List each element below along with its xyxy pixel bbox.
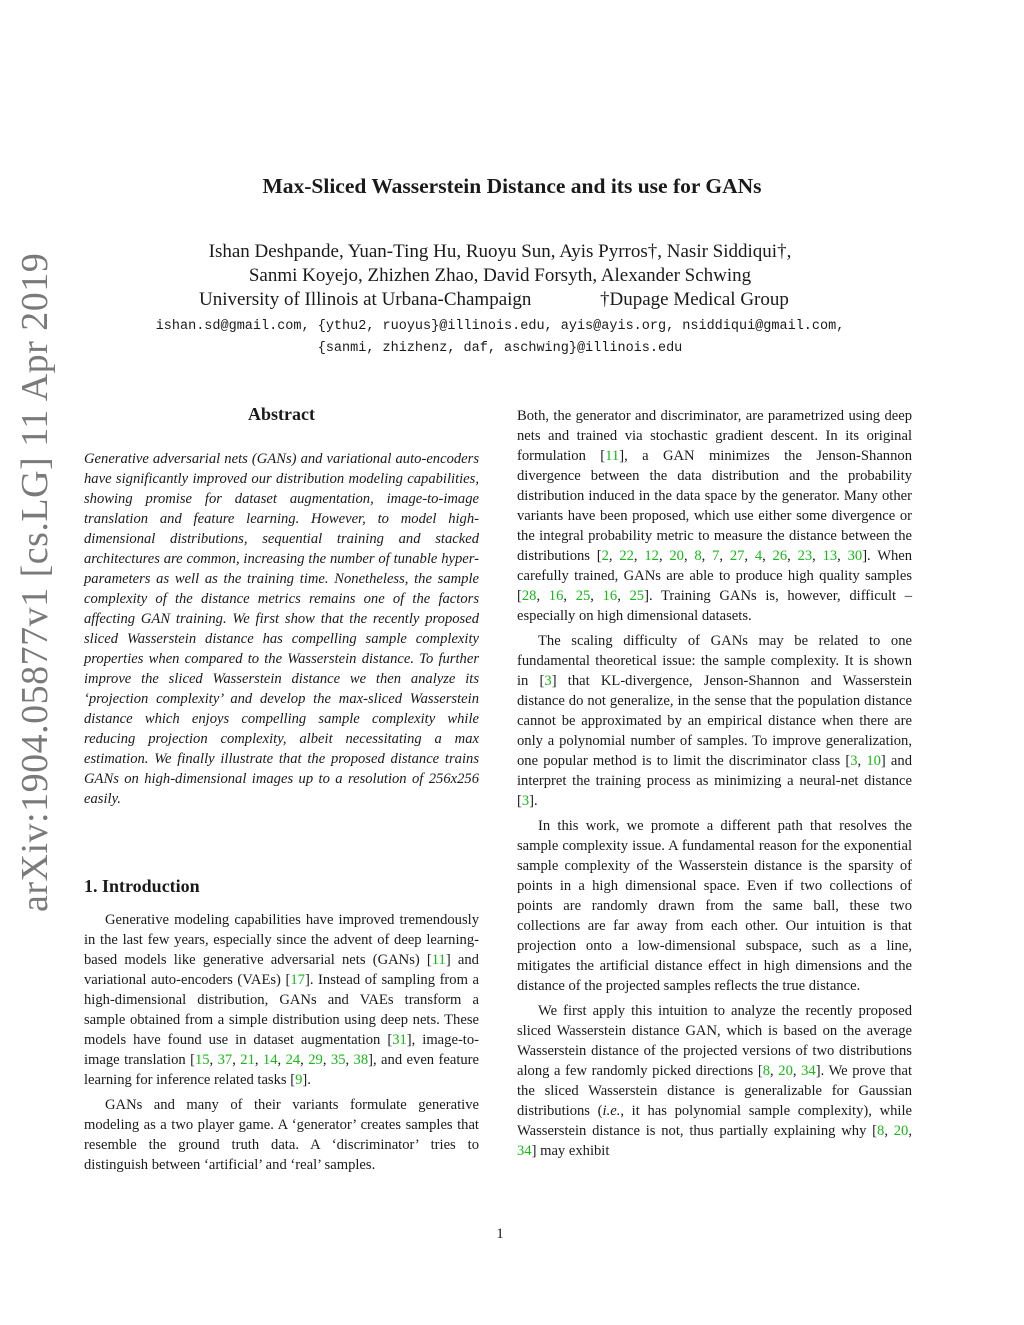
citation-link[interactable]: 11 — [605, 448, 620, 464]
citation-link[interactable]: 27 — [729, 548, 745, 564]
citation-link[interactable]: 7 — [712, 548, 720, 564]
citation-link[interactable]: 10 — [866, 753, 881, 769]
author-line-2: Sanmi Koyejo, Zhizhen Zhao, David Forsyth, Alexander Schwing — [248, 265, 752, 286]
citation-link[interactable]: 13 — [822, 548, 838, 564]
page-number: 1 — [496, 1226, 504, 1242]
citation-link[interactable]: 15 — [194, 1052, 210, 1068]
left-column-body — [84, 910, 479, 1180]
citation-link[interactable]: 3 — [544, 673, 552, 689]
author-list — [0, 240, 1000, 288]
author-emails — [0, 316, 1000, 360]
citation-link[interactable]: 28 — [521, 588, 537, 604]
abstract-heading: Abstract — [248, 404, 315, 424]
citation-link[interactable]: 24 — [285, 1052, 301, 1068]
author-line-1: Ishan Deshpande, Yuan-Ting Hu, Ruoyu Sun, Ayis Pyrros†, Nasir Siddiqui†, — [208, 241, 792, 262]
citation-link[interactable]: 2 — [601, 548, 609, 564]
citation-link[interactable]: 11 — [431, 952, 446, 968]
introduction-heading: 1. Introduction — [84, 876, 200, 896]
citation-link[interactable]: 8 — [877, 1123, 885, 1139]
affiliation-dupage: †Dupage Medical Group — [600, 289, 789, 310]
citation-link[interactable]: 8 — [694, 548, 702, 564]
affiliation-uiuc: University of Illinois at Urbana-Champaign — [199, 289, 532, 310]
citation-link[interactable]: 4 — [754, 548, 763, 564]
paragraph: We first apply this intuition to analyze the recently proposed sliced Wasserstein distance GAN, which is based on the average Wasserstein distance of the projected versions of two distributions along a few randomly picked directions [8, 20, 34]. We prove that the sliced Wasserstein distance is generalizable for Gaussian distributions (i.e., it has polynomial sample complexity), while Wasserstein distance is not, thus partially explaining why [8, 20, 34] may exhibit — [517, 1003, 913, 1159]
email-line-2: {sanmi, zhizhenz, daf, aschwing}@illinois.edu — [317, 341, 683, 356]
citation-link[interactable]: 3 — [521, 793, 530, 809]
citation-link[interactable]: 16 — [602, 588, 618, 604]
citation-link[interactable]: 21 — [240, 1052, 255, 1068]
citation-link[interactable]: 37 — [217, 1052, 233, 1068]
paragraph: GANs and many of their variants formulate generative modeling as a two player game. A ‘generator’ creates samples that resemble the ground truth data. A ‘discriminator’ tries to distinguish between ‘artificial’ and ‘real’ samples. — [84, 1097, 479, 1173]
citation-link[interactable]: 34 — [801, 1063, 816, 1079]
citation-link[interactable]: 23 — [797, 548, 813, 564]
italic-text: i.e. — [602, 1103, 621, 1119]
arxiv-identifier-sidebar: arXiv:1904.05877v1 [cs.LG] 11 Apr 2019 — [14, 252, 56, 912]
citation-link[interactable]: 3 — [850, 753, 858, 769]
abstract-text: Generative adversarial nets (GANs) and variational auto-encoders have significantly improved our distribution modeling capabilities, showing promise for dataset augmentation, image-to-image translation and feature learning. However, to model high-dimensional distributions, sequential training and stacked architectures are common, increasing the number of tunable hyper-parameters as well as the training time. Nonetheless, the sample complexity of the distance metrics remains one of the factors affecting GAN training. We first show that the recently proposed sliced Wasserstein distance has compelling sample complexity properties when compared to the Wasserstein distance. To further improve the sliced Wasserstein distance we then analyze its ‘projection complexity’ and develop the max-sliced Wasserstein distance which enjoys compelling sample complexity while reducing projection complexity, albeit necessitating a max estimation. We finally illustrate that the proposed distance trains GANs on high-dimensional images up to a resolution of 256x256 easily. — [84, 451, 479, 807]
paper-title: Max-Sliced Wasserstein Distance and its use for GANs — [262, 174, 762, 198]
paragraph: In this work, we promote a different path that resolves the sample complexity issue. A fundamental reason for the exponential sample complexity of the Wasserstein distance is the sparsity of points in a high dimensional space. Even if two collections of points are randomly drawn from the same ball, these two collections are far away from each other. Our intuition is that projection onto a low-dimensional subspace, such as a line, mitigates the artificial distance effect in high dimensions and the distance of the projected samples reflects the true distance. — [517, 818, 912, 994]
citation-link[interactable]: 16 — [548, 588, 564, 604]
citation-link[interactable]: 22 — [619, 548, 634, 564]
citation-link[interactable]: 9 — [295, 1072, 303, 1088]
citation-link[interactable]: 20 — [893, 1123, 909, 1139]
paragraph: Both, the generator and discriminator, are parametrized using deep nets and trained via stochastic gradient descent. In its original formulation [11], a GAN minimizes the Jenson-Shannon divergence between the data distribution and the probability distribution induced in the data space by the generator. Many other variants have been proposed, which use either some divergence or the integral probability metric to measure the distance between the distributions [2, 22, 12, 20, 8, 7, 27, 4, 26, 23, 13, 30]. When carefully trained, GANs are able to produce high quality samples [28, 16, 25, 16, 25]. Training GANs is, however, difficult – especially on high dimensional datasets. — [517, 408, 913, 624]
citation-link[interactable]: 29 — [308, 1052, 323, 1068]
citation-link[interactable]: 25 — [629, 588, 645, 604]
citation-link[interactable]: 20 — [669, 548, 684, 564]
citation-link[interactable]: 26 — [772, 548, 788, 564]
citation-link[interactable]: 38 — [353, 1052, 369, 1068]
citation-link[interactable]: 17 — [290, 972, 305, 988]
citation-link[interactable]: 14 — [262, 1052, 278, 1068]
citation-link[interactable]: 20 — [778, 1063, 793, 1079]
citation-link[interactable]: 8 — [762, 1063, 770, 1079]
paragraph: Generative modeling capabilities have improved tremendously in the last few years, especially since the advent of deep learning-based models like generative adversarial nets (GANs) [11] and variational auto-encoders (VAEs) [17]. Instead of sampling from a high-dimensional distribution, GANs and VAEs transform a sample obtained from a simple distribution using deep nets. These models have found use in dataset augmentation [31], image-to-image translation [15, 37, 21, 14, 24, 29, 35, 38], and even feature learning for inference related tasks [9]. — [84, 912, 480, 1088]
citation-link[interactable]: 31 — [392, 1032, 407, 1048]
citation-link[interactable]: 25 — [575, 588, 591, 604]
citation-link[interactable]: 34 — [517, 1143, 532, 1159]
citation-link[interactable]: 30 — [847, 548, 863, 564]
email-line-1: ishan.sd@gmail.com, {ythu2, ruoyus}@illinois.edu, ayis@ayis.org, nsiddiqui@gmail.com, — [155, 319, 845, 334]
right-column-body — [517, 406, 912, 1166]
citation-link[interactable]: 12 — [644, 548, 659, 564]
paragraph: The scaling difficulty of GANs may be related to one fundamental theoretical issue: the sample complexity. It is shown in [3] that KL-divergence, Jenson-Shannon and Wasserstein distance do not generalize, in the sense that the population distance cannot be approximated by an empirical distance when there are only a polynomial number of samples. To improve generalization, one popular method is to limit the discriminator class [3, 10] and interpret the training process as minimizing a neural-net distance [3]. — [517, 633, 912, 809]
citation-link[interactable]: 35 — [330, 1052, 346, 1068]
